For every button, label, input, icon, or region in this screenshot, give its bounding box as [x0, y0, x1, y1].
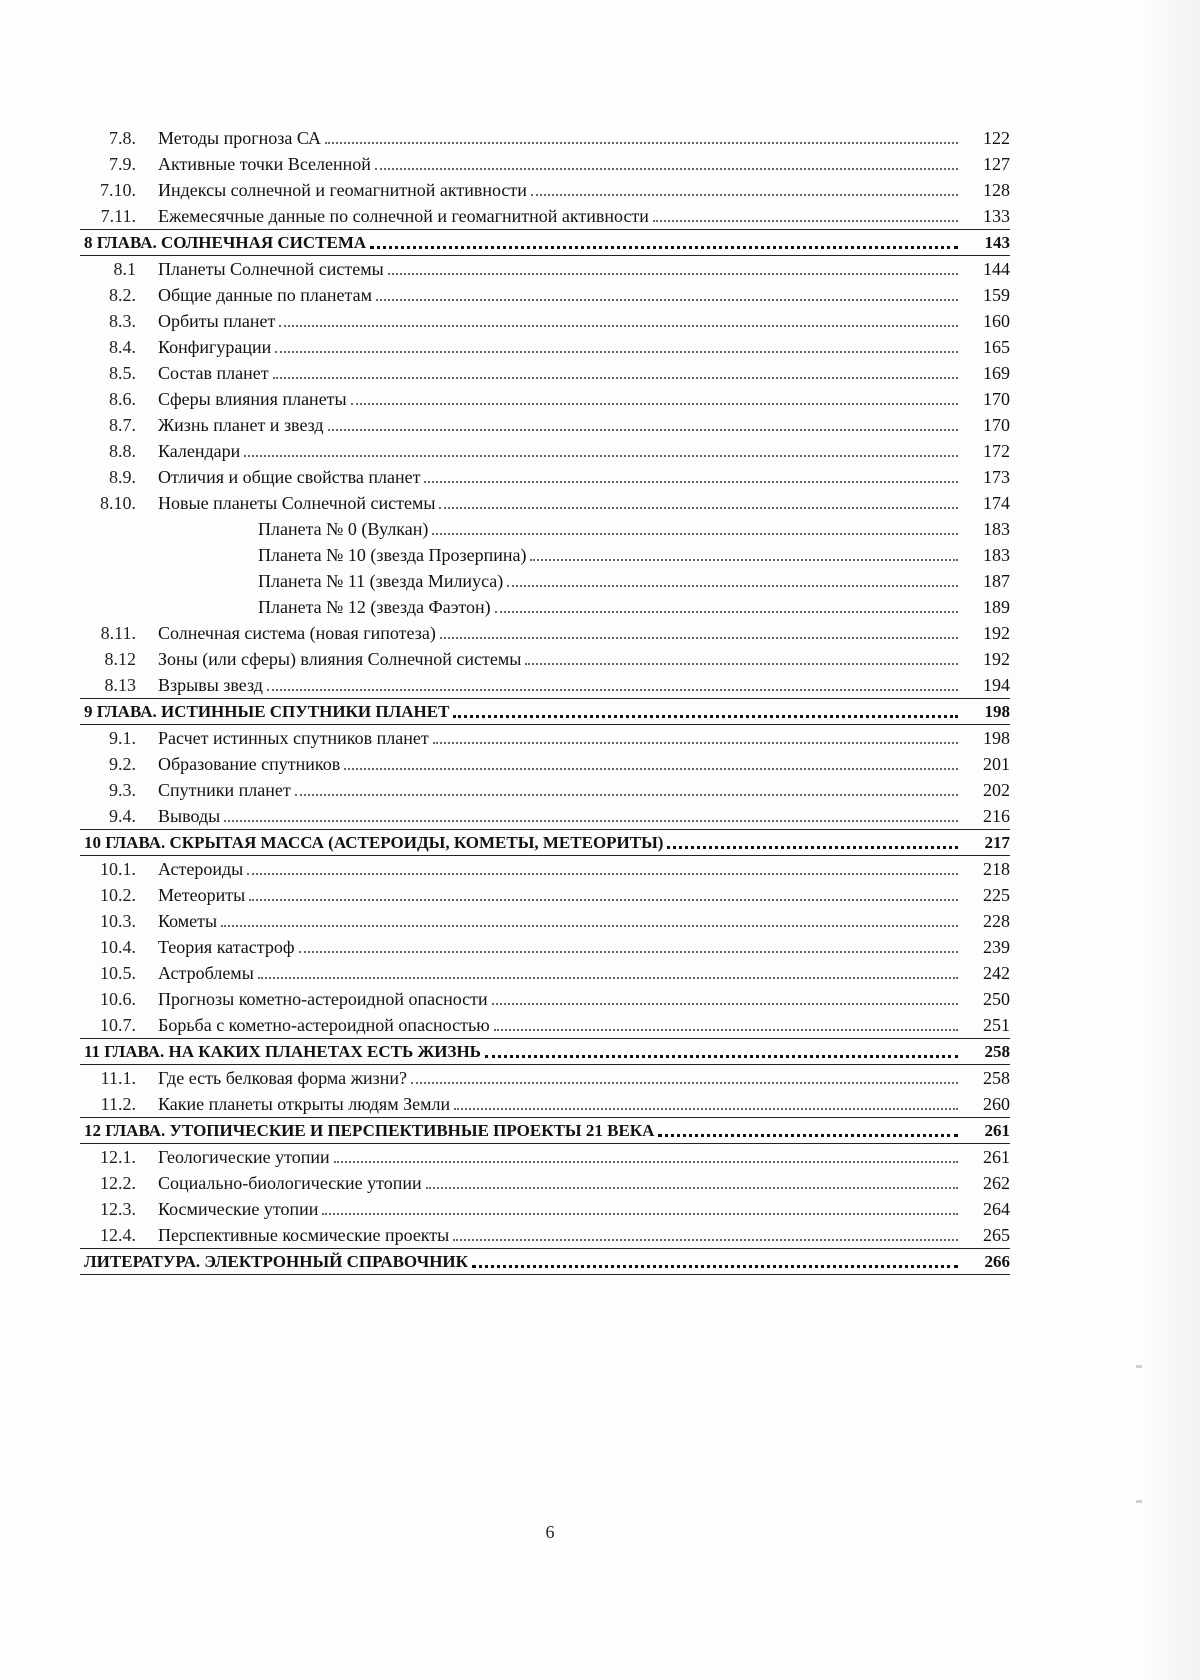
- dot-leader: [351, 403, 958, 405]
- toc-entry-page: 165: [983, 337, 1010, 357]
- toc-entry-page: 239: [983, 937, 1010, 957]
- toc-entry-title: Планета № 10 (звезда Прозерпина): [258, 545, 527, 565]
- toc-chapter-entry: [80, 829, 1010, 856]
- toc-entry-title: Состав планет: [158, 363, 269, 383]
- toc-entry-title: ЛИТЕРАТУРА. ЭЛЕКТРОННЫЙ СПРАВОЧНИК: [84, 1252, 468, 1271]
- toc-entry-title: Общие данные по планетам: [158, 285, 372, 305]
- toc-entry-number: 9.1.: [109, 728, 136, 748]
- dot-leader: [224, 820, 958, 822]
- toc-entry-page: 264: [983, 1199, 1010, 1219]
- toc-entry: [80, 672, 1010, 698]
- toc-entry-page: 160: [983, 311, 1010, 331]
- toc-entry-title: Космические утопии: [158, 1199, 319, 1219]
- toc-entry: [80, 334, 1010, 360]
- toc-entry: [80, 934, 1010, 960]
- toc-entry-title: Теория катастроф: [158, 937, 295, 957]
- dot-leader: [375, 168, 958, 170]
- toc-entry: [80, 282, 1010, 308]
- dot-leader: [453, 1239, 958, 1241]
- dot-leader: [273, 377, 958, 379]
- toc-entry: [80, 308, 1010, 334]
- toc-entry-title: Новые планеты Солнечной системы: [158, 493, 436, 513]
- dot-leader: [244, 455, 958, 457]
- toc-entry-page: 172: [983, 441, 1010, 461]
- toc-entry-number: 9.3.: [109, 780, 136, 800]
- toc-entry: [80, 386, 1010, 412]
- toc-entry-title: Выводы: [158, 806, 221, 826]
- toc-entry-title: Кометы: [158, 911, 218, 931]
- toc-entry: [80, 777, 1010, 803]
- dot-leader: [267, 689, 958, 691]
- toc-entry: [80, 960, 1010, 986]
- toc-entry: [80, 725, 1010, 751]
- dot-leader: [426, 1187, 958, 1189]
- toc-entry-page: 198: [983, 728, 1010, 748]
- toc-entry-title: Планета № 12 (звезда Фаэтон): [258, 597, 491, 617]
- toc-entry: [80, 908, 1010, 934]
- toc-entry-page: 173: [983, 467, 1010, 487]
- toc-entry-page: 261: [984, 1121, 1010, 1140]
- dot-leader: [275, 351, 958, 353]
- toc-entry-title: Борьба с кометно-астероидной опасностью: [158, 1015, 490, 1035]
- toc-entry-page: 225: [983, 885, 1010, 905]
- toc-entry-title: Планета № 0 (Вулкан): [258, 519, 429, 539]
- toc-entry-page: 128: [983, 180, 1010, 200]
- toc-entry-page: 194: [983, 675, 1010, 695]
- toc-entry-number: 8.2.: [109, 285, 136, 305]
- toc-entry-title: 11 ГЛАВА. НА КАКИХ ПЛАНЕТАХ ЕСТЬ ЖИЗНЬ: [84, 1042, 481, 1061]
- toc-entry: [80, 125, 1010, 151]
- dot-leader: [370, 246, 958, 249]
- toc-entry-number: 8.5.: [109, 363, 136, 383]
- dot-leader: [388, 273, 958, 275]
- toc-entry-title: Планеты Солнечной системы: [158, 259, 384, 279]
- toc-entry-title: Спутники планет: [158, 780, 291, 800]
- toc-entry-page: 228: [983, 911, 1010, 931]
- dot-leader: [299, 951, 958, 953]
- toc-entry-title: Образование спутников: [158, 754, 341, 774]
- toc-entry-number: 11.2.: [100, 1094, 136, 1114]
- scan-edge-shadow: [1140, 0, 1200, 1680]
- toc-entry-number: 10.4.: [100, 937, 136, 957]
- toc-chapter-entry: [80, 1117, 1010, 1144]
- dot-leader: [432, 533, 958, 535]
- toc-entry: [80, 438, 1010, 464]
- dot-leader: [495, 611, 958, 613]
- toc-entry-number: 10.5.: [100, 963, 136, 983]
- dot-leader: [667, 846, 958, 849]
- dot-leader: [440, 637, 958, 639]
- toc-entry-number: 8.7.: [109, 415, 136, 435]
- toc-entry-title: Геологические утопии: [158, 1147, 330, 1167]
- toc-entry-title: Зоны (или сферы) влияния Солнечной системы: [158, 649, 522, 669]
- toc-entry-page: 170: [983, 389, 1010, 409]
- toc-entry-page: 250: [983, 989, 1010, 1009]
- dot-leader: [494, 1029, 958, 1031]
- toc-entry-page: 122: [983, 128, 1010, 148]
- toc-entry-number: 7.10.: [100, 180, 136, 200]
- toc-entry-number: 11.1.: [100, 1068, 136, 1088]
- dot-leader: [530, 559, 958, 561]
- toc-entry-page: 187: [983, 571, 1010, 591]
- toc-entry: [80, 490, 1010, 516]
- dot-leader: [247, 873, 958, 875]
- toc-entry-title: Прогнозы кометно-астероидной опасности: [158, 989, 488, 1009]
- dot-leader: [279, 325, 958, 327]
- toc-entry-page: 133: [983, 206, 1010, 226]
- dot-leader: [221, 925, 958, 927]
- toc-entry-title: Методы прогноза СА: [158, 128, 321, 148]
- dot-leader: [531, 194, 958, 196]
- toc-entry-number: 8.8.: [109, 441, 136, 461]
- toc-minor-entry: [80, 594, 1010, 620]
- toc-entry-page: 201: [983, 754, 1010, 774]
- dot-leader: [258, 977, 958, 979]
- toc-entry-page: 183: [983, 519, 1010, 539]
- toc-entry-page: 260: [983, 1094, 1010, 1114]
- toc-entry: [80, 803, 1010, 829]
- toc-entry-page: 174: [983, 493, 1010, 513]
- toc-entry-number: 7.9.: [109, 154, 136, 174]
- toc-entry-number: 8.11.: [100, 623, 136, 643]
- toc-chapter-entry: [80, 229, 1010, 256]
- toc-entry-title: 10 ГЛАВА. СКРЫТАЯ МАССА (АСТЕРОИДЫ, КОМЕТЫ, МЕТЕОРИТЫ): [84, 833, 664, 852]
- toc-entry-title: Отличия и общие свойства планет: [158, 467, 421, 487]
- toc-entry-page: 183: [983, 545, 1010, 565]
- toc-entry-number: 12.2.: [100, 1173, 136, 1193]
- toc-entry-number: 10.3.: [100, 911, 136, 931]
- toc-entry: [80, 151, 1010, 177]
- dot-leader: [454, 1108, 958, 1110]
- toc-entry-page: 261: [983, 1147, 1010, 1167]
- toc-entry-title: 12 ГЛАВА. УТОПИЧЕСКИЕ И ПЕРСПЕКТИВНЫЕ ПРОЕКТЫ 21 ВЕКА: [84, 1121, 655, 1140]
- toc-entry-page: 216: [983, 806, 1010, 826]
- toc-entry: [80, 986, 1010, 1012]
- dot-leader: [424, 481, 958, 483]
- toc-entry-title: Где есть белковая форма жизни?: [158, 1068, 408, 1088]
- toc-entry-title: Астероиды: [158, 859, 244, 879]
- toc-entry-number: 10.7.: [100, 1015, 136, 1035]
- toc-minor-entry: [80, 516, 1010, 542]
- toc-entry-title: Сферы влияния планеты: [158, 389, 347, 409]
- toc-entry: [80, 1012, 1010, 1038]
- toc-entry-title: Расчет истинных спутников планет: [158, 728, 429, 748]
- toc-entry-title: Индексы солнечной и геомагнитной активности: [158, 180, 527, 200]
- toc-entry-number: 8.4.: [109, 337, 136, 357]
- toc-entry: [80, 1065, 1010, 1091]
- toc-entry-title: Солнечная система (новая гипотеза): [158, 623, 436, 643]
- page-number: 6: [545, 1522, 555, 1542]
- toc-entry-page: 242: [983, 963, 1010, 983]
- toc-entry-title: Астроблемы: [158, 963, 254, 983]
- dot-leader: [439, 507, 958, 509]
- toc-entry-title: 8 ГЛАВА. СОЛНЕЧНАЯ СИСТЕМА: [84, 233, 367, 252]
- toc-entry: [80, 1091, 1010, 1117]
- toc-entry-title: Какие планеты открыты людям Земли: [158, 1094, 451, 1114]
- dot-leader: [525, 663, 958, 665]
- toc-entry-number: 12.1.: [100, 1147, 136, 1167]
- toc-entry-number: 12.3.: [100, 1199, 136, 1219]
- toc-entry-number: 7.8.: [109, 128, 136, 148]
- toc-entry-title: Метеориты: [158, 885, 246, 905]
- dot-leader: [376, 299, 958, 301]
- toc-entry-number: 10.1.: [100, 859, 136, 879]
- toc-entry-number: 12.4.: [100, 1225, 136, 1245]
- dot-leader: [653, 220, 958, 222]
- toc-entry-title: Планета № 11 (звезда Милиуса): [258, 571, 504, 591]
- scan-artifact-mark: [1136, 1500, 1142, 1503]
- toc-entry: [80, 646, 1010, 672]
- toc-entry-page: 189: [983, 597, 1010, 617]
- toc-entry-title: Конфигурации: [158, 337, 272, 357]
- dot-leader: [433, 742, 958, 744]
- toc-entry-number: 9.4.: [109, 806, 136, 826]
- toc-entry-page: 170: [983, 415, 1010, 435]
- toc-entry-page: 159: [983, 285, 1010, 305]
- dot-leader: [325, 142, 958, 144]
- toc-chapter-entry: [80, 1038, 1010, 1065]
- toc-entry-number: 8.10.: [100, 493, 136, 513]
- toc-entry: [80, 203, 1010, 229]
- dot-leader: [492, 1003, 958, 1005]
- toc-entry-title: Жизнь планет и звезд: [158, 415, 324, 435]
- toc-entry: [80, 1196, 1010, 1222]
- toc-entry: [80, 856, 1010, 882]
- dot-leader: [295, 794, 958, 796]
- dot-leader: [453, 715, 958, 718]
- toc-minor-entry: [80, 542, 1010, 568]
- dot-leader: [485, 1055, 958, 1058]
- table-of-contents: [80, 125, 1010, 1275]
- toc-entry-number: 7.11.: [100, 206, 136, 226]
- toc-entry: [80, 1222, 1010, 1248]
- toc-entry-page: 192: [983, 649, 1010, 669]
- toc-entry-page: 144: [983, 259, 1010, 279]
- toc-entry: [80, 464, 1010, 490]
- toc-entry: [80, 177, 1010, 203]
- toc-entry-page: 169: [983, 363, 1010, 383]
- toc-entry-page: 251: [983, 1015, 1010, 1035]
- toc-chapter-entry: [80, 698, 1010, 725]
- dot-leader: [344, 768, 958, 770]
- dot-leader: [472, 1265, 958, 1268]
- toc-entry-page: 262: [983, 1173, 1010, 1193]
- toc-entry: [80, 1170, 1010, 1196]
- dot-leader: [334, 1161, 958, 1163]
- dot-leader: [507, 585, 958, 587]
- toc-minor-entry: [80, 568, 1010, 594]
- toc-entry: [80, 620, 1010, 646]
- toc-entry: [80, 412, 1010, 438]
- toc-entry-title: Социально-биологические утопии: [158, 1173, 422, 1193]
- dot-leader: [328, 429, 958, 431]
- toc-entry-title: Календари: [158, 441, 241, 461]
- toc-entry-title: Перспективные космические проекты: [158, 1225, 450, 1245]
- toc-entry-number: 8.13: [104, 675, 136, 695]
- toc-entry-page: 266: [984, 1252, 1010, 1271]
- toc-entry: [80, 751, 1010, 777]
- toc-entry-page: 143: [984, 233, 1010, 252]
- toc-entry-number: 8.6.: [109, 389, 136, 409]
- toc-entry-number: 8.12: [104, 649, 136, 669]
- toc-entry-page: 258: [984, 1042, 1010, 1061]
- toc-entry-page: 258: [983, 1068, 1010, 1088]
- toc-entry-number: 10.6.: [100, 989, 136, 1009]
- toc-entry-page: 198: [984, 702, 1010, 721]
- toc-entry: [80, 1144, 1010, 1170]
- toc-entry-number: 9.2.: [109, 754, 136, 774]
- toc-entry-title: Ежемесячные данные по солнечной и геомагнитной активности: [158, 206, 649, 226]
- toc-entry: [80, 360, 1010, 386]
- toc-entry-number: 10.2.: [100, 885, 136, 905]
- dot-leader: [322, 1213, 958, 1215]
- toc-entry-title: Орбиты планет: [158, 311, 276, 331]
- toc-entry-page: 217: [984, 833, 1010, 852]
- dot-leader: [411, 1082, 958, 1084]
- toc-entry-title: 9 ГЛАВА. ИСТИННЫЕ СПУТНИКИ ПЛАНЕТ: [84, 702, 450, 721]
- toc-entry-number: 8.3.: [109, 311, 136, 331]
- toc-entry: [80, 256, 1010, 282]
- toc-entry: [80, 882, 1010, 908]
- toc-chapter-entry: [80, 1248, 1010, 1275]
- toc-entry-page: 265: [983, 1225, 1010, 1245]
- toc-entry-number: 8.9.: [109, 467, 136, 487]
- dot-leader: [249, 899, 958, 901]
- scan-artifact-mark: [1136, 1365, 1142, 1368]
- dot-leader: [658, 1134, 958, 1137]
- toc-entry-page: 127: [983, 154, 1010, 174]
- toc-entry-title: Активные точки Вселенной: [158, 154, 371, 174]
- toc-entry-page: 218: [983, 859, 1010, 879]
- toc-entry-number: 8.1: [113, 259, 136, 279]
- toc-entry-page: 192: [983, 623, 1010, 643]
- toc-entry-page: 202: [983, 780, 1010, 800]
- toc-entry-title: Взрывы звезд: [158, 675, 263, 695]
